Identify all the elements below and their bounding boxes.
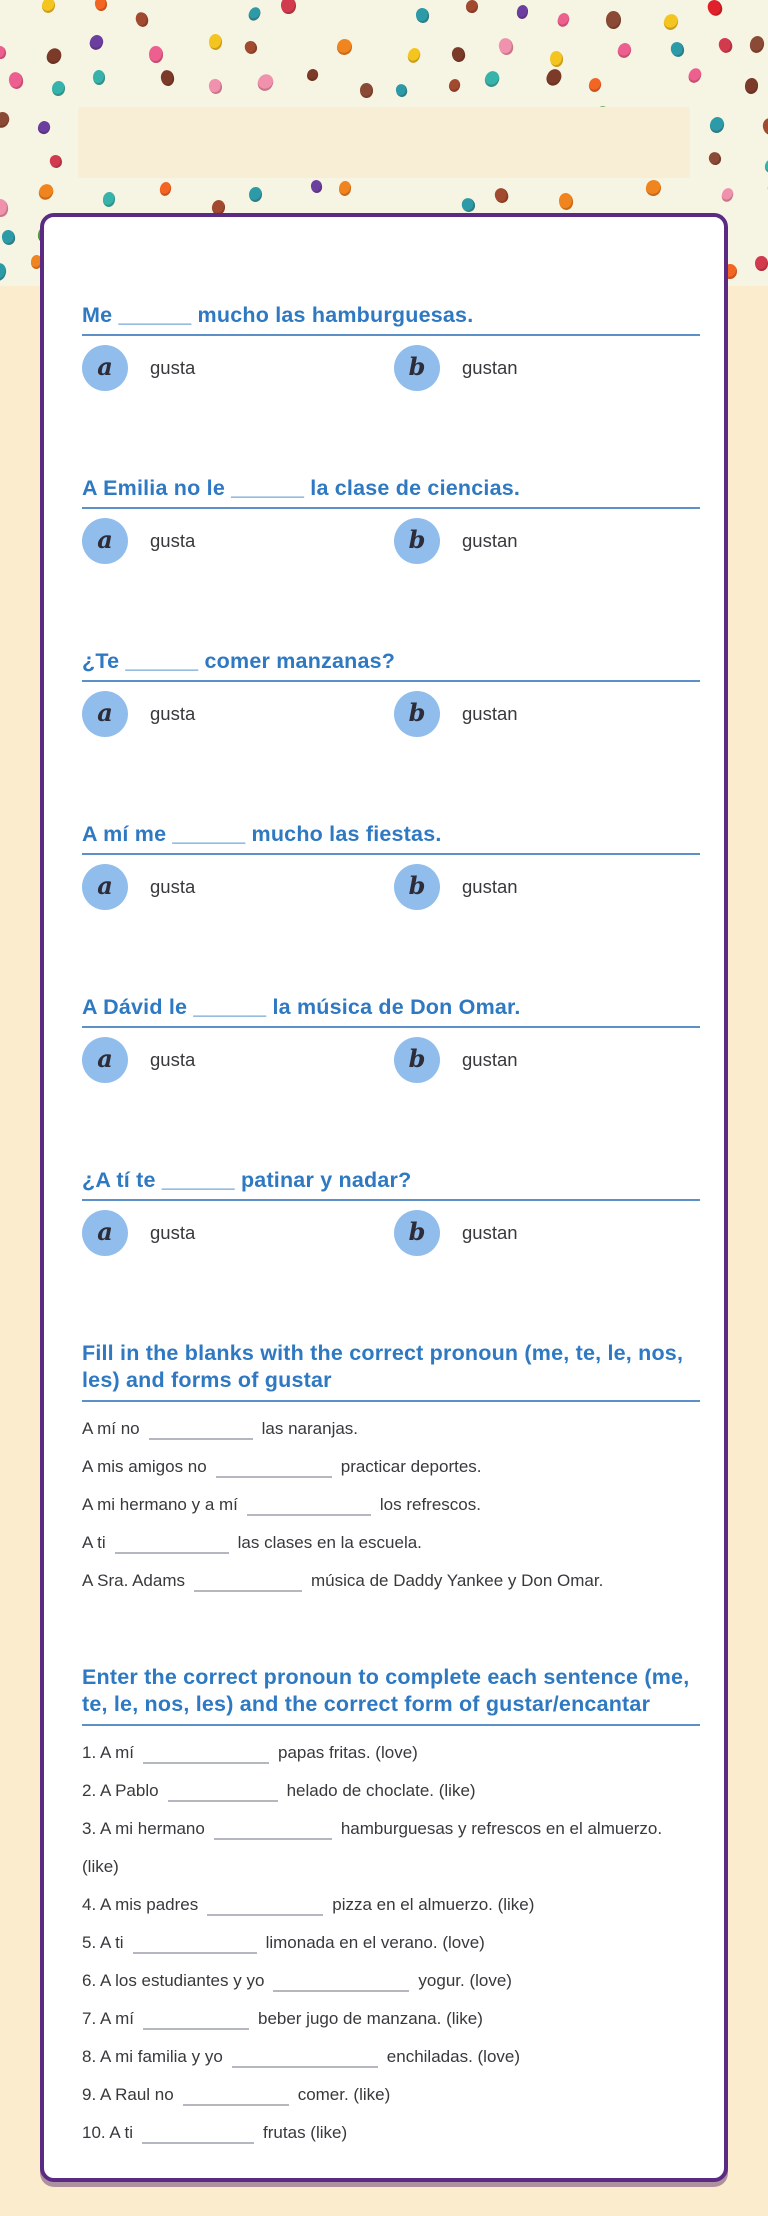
confetti-dot <box>447 78 462 94</box>
fill-item <box>82 1962 700 2000</box>
option-letter: b <box>408 525 426 554</box>
option-letter: a <box>97 1217 113 1246</box>
item-text-after: las clases en la escuela. <box>237 1533 422 1552</box>
answer-blank[interactable] <box>143 1738 269 1764</box>
confetti-dot <box>0 45 8 60</box>
item-text-before: 10. A ti <box>82 2123 134 2142</box>
confetti-dot <box>134 11 151 29</box>
question-prompt: A mí me ______ mucho las fiestas. <box>82 822 442 846</box>
confetti-dot <box>359 82 373 98</box>
section-divider <box>82 1400 700 1402</box>
option-label[interactable]: gusta <box>150 1049 196 1070</box>
confetti-dot <box>209 34 223 50</box>
option-label[interactable]: gusta <box>150 703 196 724</box>
option-letter: b <box>408 1044 426 1073</box>
confetti-dot <box>549 51 563 67</box>
confetti-dot <box>616 41 633 59</box>
confetti-dot <box>207 77 223 95</box>
item-text-after: pizza en el almuerzo. (like) <box>332 1895 535 1914</box>
item-text-wrap: (like) <box>82 1857 119 1876</box>
confetti-dot <box>668 40 685 59</box>
answer-option-a[interactable] <box>82 691 394 737</box>
answer-option-a[interactable] <box>82 518 394 564</box>
confetti-dot <box>606 11 621 29</box>
confetti-dot <box>160 69 176 88</box>
question-block <box>82 994 700 1083</box>
item-text-before: 4. A mis padres <box>82 1895 199 1914</box>
fill-item-list <box>82 1410 700 1600</box>
confetti-dot <box>0 110 12 130</box>
fill-item <box>82 2076 700 2114</box>
answer-option-b[interactable] <box>394 345 518 391</box>
answer-blank[interactable] <box>232 2042 378 2068</box>
question-block <box>82 821 700 910</box>
answer-option-b[interactable] <box>394 1037 518 1083</box>
item-text-before: 1. A mí <box>82 1743 134 1762</box>
answer-blank[interactable] <box>133 1928 257 1954</box>
answer-option-a[interactable] <box>82 1037 394 1083</box>
item-text-after: las naranjas. <box>261 1419 359 1438</box>
fill-item <box>82 2114 700 2152</box>
item-text-before: 2. A Pablo <box>82 1781 159 1800</box>
option-letter-badge[interactable] <box>394 518 440 564</box>
question-divider <box>82 680 700 682</box>
confetti-dot <box>716 36 734 55</box>
fill-item <box>82 1924 700 1962</box>
option-letter: a <box>97 871 113 900</box>
option-label[interactable]: gusta <box>150 357 196 378</box>
item-text-after: helado de choclate. (like) <box>286 1781 476 1800</box>
item-text-after: frutas (like) <box>263 2123 348 2142</box>
confetti-dot <box>687 66 704 84</box>
answer-options-row <box>82 691 700 737</box>
option-letter: b <box>408 871 426 900</box>
option-letter: b <box>408 352 426 381</box>
item-text-after: comer. (like) <box>297 2085 391 2104</box>
answer-option-b[interactable] <box>394 691 518 737</box>
item-text-before: 7. A mí <box>82 2009 134 2028</box>
confetti-dot <box>516 4 529 19</box>
option-letter: a <box>97 352 113 381</box>
confetti-dot <box>587 77 603 94</box>
confetti-dot <box>88 33 106 51</box>
confetti-dot <box>761 116 768 136</box>
confetti-dot <box>254 72 275 94</box>
answer-option-b[interactable] <box>394 864 518 910</box>
confetti-dot <box>406 46 422 64</box>
option-letter: a <box>97 698 113 727</box>
confetti-dot <box>0 262 8 283</box>
fill-in-section <box>82 1664 700 2152</box>
confetti-dot <box>543 67 564 89</box>
option-letter-badge[interactable] <box>82 345 128 391</box>
header-band <box>78 107 690 178</box>
item-text-before: 8. A mi familia y yo <box>82 2047 223 2066</box>
answer-options-row <box>82 1037 700 1083</box>
answer-blank[interactable] <box>194 1566 302 1592</box>
option-letter-badge[interactable] <box>82 1210 128 1256</box>
confetti-dot <box>248 186 263 203</box>
answer-option-a[interactable] <box>82 1210 394 1256</box>
item-text-before: A mí no <box>82 1419 140 1438</box>
answer-option-b[interactable] <box>394 518 518 564</box>
worksheet-content <box>44 217 724 2152</box>
confetti-dot <box>415 7 430 24</box>
answer-blank[interactable] <box>168 1776 278 1802</box>
item-text-before: A mi hermano y a mí <box>82 1495 238 1514</box>
item-text-before: A ti <box>82 1533 106 1552</box>
option-letter-badge[interactable] <box>394 1037 440 1083</box>
fill-item <box>82 1524 700 1562</box>
item-text-before: A mis amigos no <box>82 1457 207 1476</box>
confetti-dot <box>102 191 116 207</box>
confetti-dot <box>149 46 163 63</box>
option-label[interactable]: gustan <box>462 703 518 724</box>
fill-item <box>82 1486 700 1524</box>
confetti-dot <box>706 150 723 167</box>
option-letter-badge[interactable] <box>394 691 440 737</box>
option-label[interactable]: gustan <box>462 876 518 897</box>
confetti-dot <box>498 36 516 56</box>
confetti-dot <box>44 46 64 67</box>
confetti-dot <box>483 69 502 90</box>
answer-options-row <box>82 1210 700 1256</box>
fill-item <box>82 1410 700 1448</box>
answer-blank[interactable] <box>273 1966 409 1992</box>
fill-in-sections <box>82 1340 700 2152</box>
answer-option-b[interactable] <box>394 1210 518 1256</box>
option-label[interactable]: gustan <box>462 357 518 378</box>
item-text-after: limonada en el verano. (love) <box>265 1933 485 1952</box>
confetti-dot <box>708 116 726 135</box>
confetti-dot <box>394 83 408 98</box>
option-letter-badge[interactable] <box>82 691 128 737</box>
item-text-before: 3. A mi hermano <box>82 1819 205 1838</box>
answer-options-row <box>82 518 700 564</box>
answer-blank[interactable] <box>247 1490 371 1516</box>
item-text-before: 6. A los estudiantes y yo <box>82 1971 265 1990</box>
multiple-choice-question-list <box>82 302 700 1256</box>
fill-item <box>82 2000 700 2038</box>
option-label[interactable]: gusta <box>150 530 196 551</box>
fill-item <box>82 1448 700 1486</box>
question-block <box>82 1167 700 1256</box>
question-divider <box>82 1026 700 1028</box>
section-divider <box>82 1724 700 1726</box>
confetti-dot <box>662 13 680 33</box>
question-divider <box>82 334 700 336</box>
confetti-dot <box>48 153 64 170</box>
option-label[interactable]: gusta <box>150 876 196 897</box>
answer-blank[interactable] <box>149 1414 253 1440</box>
confetti-dot <box>93 70 106 85</box>
question-block <box>82 302 700 391</box>
question-prompt: A Emilia no le ______ la clase de ciencias. <box>82 476 521 500</box>
confetti-dot <box>35 120 51 137</box>
confetti-dot <box>310 179 324 194</box>
option-letter-badge[interactable] <box>82 518 128 564</box>
question-block <box>82 648 700 737</box>
confetti-dot <box>764 157 768 174</box>
item-text-after: enchiladas. (love) <box>386 2047 521 2066</box>
option-letter-badge[interactable] <box>394 864 440 910</box>
confetti-dot <box>51 80 65 96</box>
confetti-dot <box>705 0 725 18</box>
answer-option-a[interactable] <box>82 345 394 391</box>
option-letter-badge[interactable] <box>394 1210 440 1256</box>
answer-options-row <box>82 345 700 391</box>
fill-item <box>82 1562 700 1600</box>
answer-blank[interactable] <box>142 2118 254 2144</box>
question-divider <box>82 507 700 509</box>
confetti-dot <box>465 0 478 14</box>
section-heading: Enter the correct pronoun to complete each sentence (me, te, le, nos, les) and the correct form of gustar/encantar <box>82 1665 690 1716</box>
confetti-dot <box>7 71 25 91</box>
option-letter: b <box>408 1217 426 1246</box>
question-block <box>82 475 700 564</box>
fill-in-section <box>82 1340 700 1600</box>
fill-item <box>82 2038 700 2076</box>
fill-item <box>82 1772 700 1810</box>
fill-item <box>82 1886 700 1924</box>
worksheet-card <box>40 213 728 2182</box>
question-prompt: ¿Te ______ comer manzanas? <box>82 649 396 673</box>
fill-item-list <box>82 1734 700 2152</box>
answer-blank[interactable] <box>115 1528 229 1554</box>
confetti-dot <box>450 46 467 64</box>
item-text-after: los refrescos. <box>379 1495 481 1514</box>
answer-blank[interactable] <box>214 1814 332 1840</box>
item-text-before: A Sra. Adams <box>82 1571 185 1590</box>
option-letter: a <box>97 525 113 554</box>
option-letter: b <box>408 698 426 727</box>
confetti-dot <box>242 38 259 55</box>
option-label[interactable]: gustan <box>462 530 518 551</box>
confetti-dot <box>720 186 735 203</box>
answer-options-row <box>82 864 700 910</box>
answer-option-a[interactable] <box>82 864 394 910</box>
option-letter-badge[interactable] <box>82 1037 128 1083</box>
question-prompt: A Dávid le ______ la música de Don Omar. <box>82 995 521 1019</box>
confetti-dot <box>36 182 56 203</box>
confetti-dot <box>336 37 354 56</box>
confetti-dot <box>305 68 320 84</box>
confetti-dot <box>645 178 663 197</box>
option-label[interactable]: gustan <box>462 1222 518 1243</box>
question-divider <box>82 853 700 855</box>
confetti-dot <box>557 192 573 211</box>
confetti-dot <box>246 5 263 23</box>
confetti-dot <box>1 229 17 246</box>
item-text-after: beber jugo de manzana. (like) <box>257 2009 483 2028</box>
item-text-after: practicar deportes. <box>340 1457 482 1476</box>
item-text-after: música de Daddy Yankee y Don Omar. <box>311 1571 604 1590</box>
option-letter: a <box>97 1044 113 1073</box>
confetti-dot <box>93 0 107 13</box>
option-letter-badge[interactable] <box>394 345 440 391</box>
confetti-dot <box>40 0 56 15</box>
answer-blank[interactable] <box>143 2004 249 2030</box>
item-text-after: hamburguesas y refrescos en el almuerzo. <box>340 1819 663 1838</box>
confetti-dot <box>493 185 511 204</box>
question-prompt: Me ______ mucho las hamburguesas. <box>82 303 474 327</box>
answer-blank[interactable] <box>216 1452 332 1478</box>
option-label[interactable]: gusta <box>150 1222 196 1243</box>
question-prompt: ¿A tí te ______ patinar y nadar? <box>82 1168 412 1192</box>
fill-item <box>82 1810 700 1886</box>
answer-blank[interactable] <box>183 2080 289 2106</box>
confetti-dot <box>744 78 759 95</box>
question-divider <box>82 1199 700 1201</box>
section-heading: Fill in the blanks with the correct pronoun (me, te, le, nos, les) and forms of gustar <box>82 1341 684 1392</box>
confetti-dot <box>281 0 297 15</box>
confetti-dot <box>0 198 9 218</box>
answer-blank[interactable] <box>207 1890 323 1916</box>
item-text-before: 9. A Raul no <box>82 2085 174 2104</box>
confetti-dot <box>755 256 768 272</box>
confetti-dot <box>749 34 766 54</box>
item-text-after: papas fritas. (love) <box>277 1743 418 1762</box>
option-label[interactable]: gustan <box>462 1049 518 1070</box>
confetti-dot <box>556 11 571 28</box>
fill-item <box>82 1734 700 1772</box>
item-text-after: yogur. (love) <box>418 1971 512 1990</box>
confetti-dot <box>338 181 352 197</box>
item-text-before: 5. A ti <box>82 1933 124 1952</box>
confetti-dot <box>159 181 173 197</box>
option-letter-badge[interactable] <box>82 864 128 910</box>
